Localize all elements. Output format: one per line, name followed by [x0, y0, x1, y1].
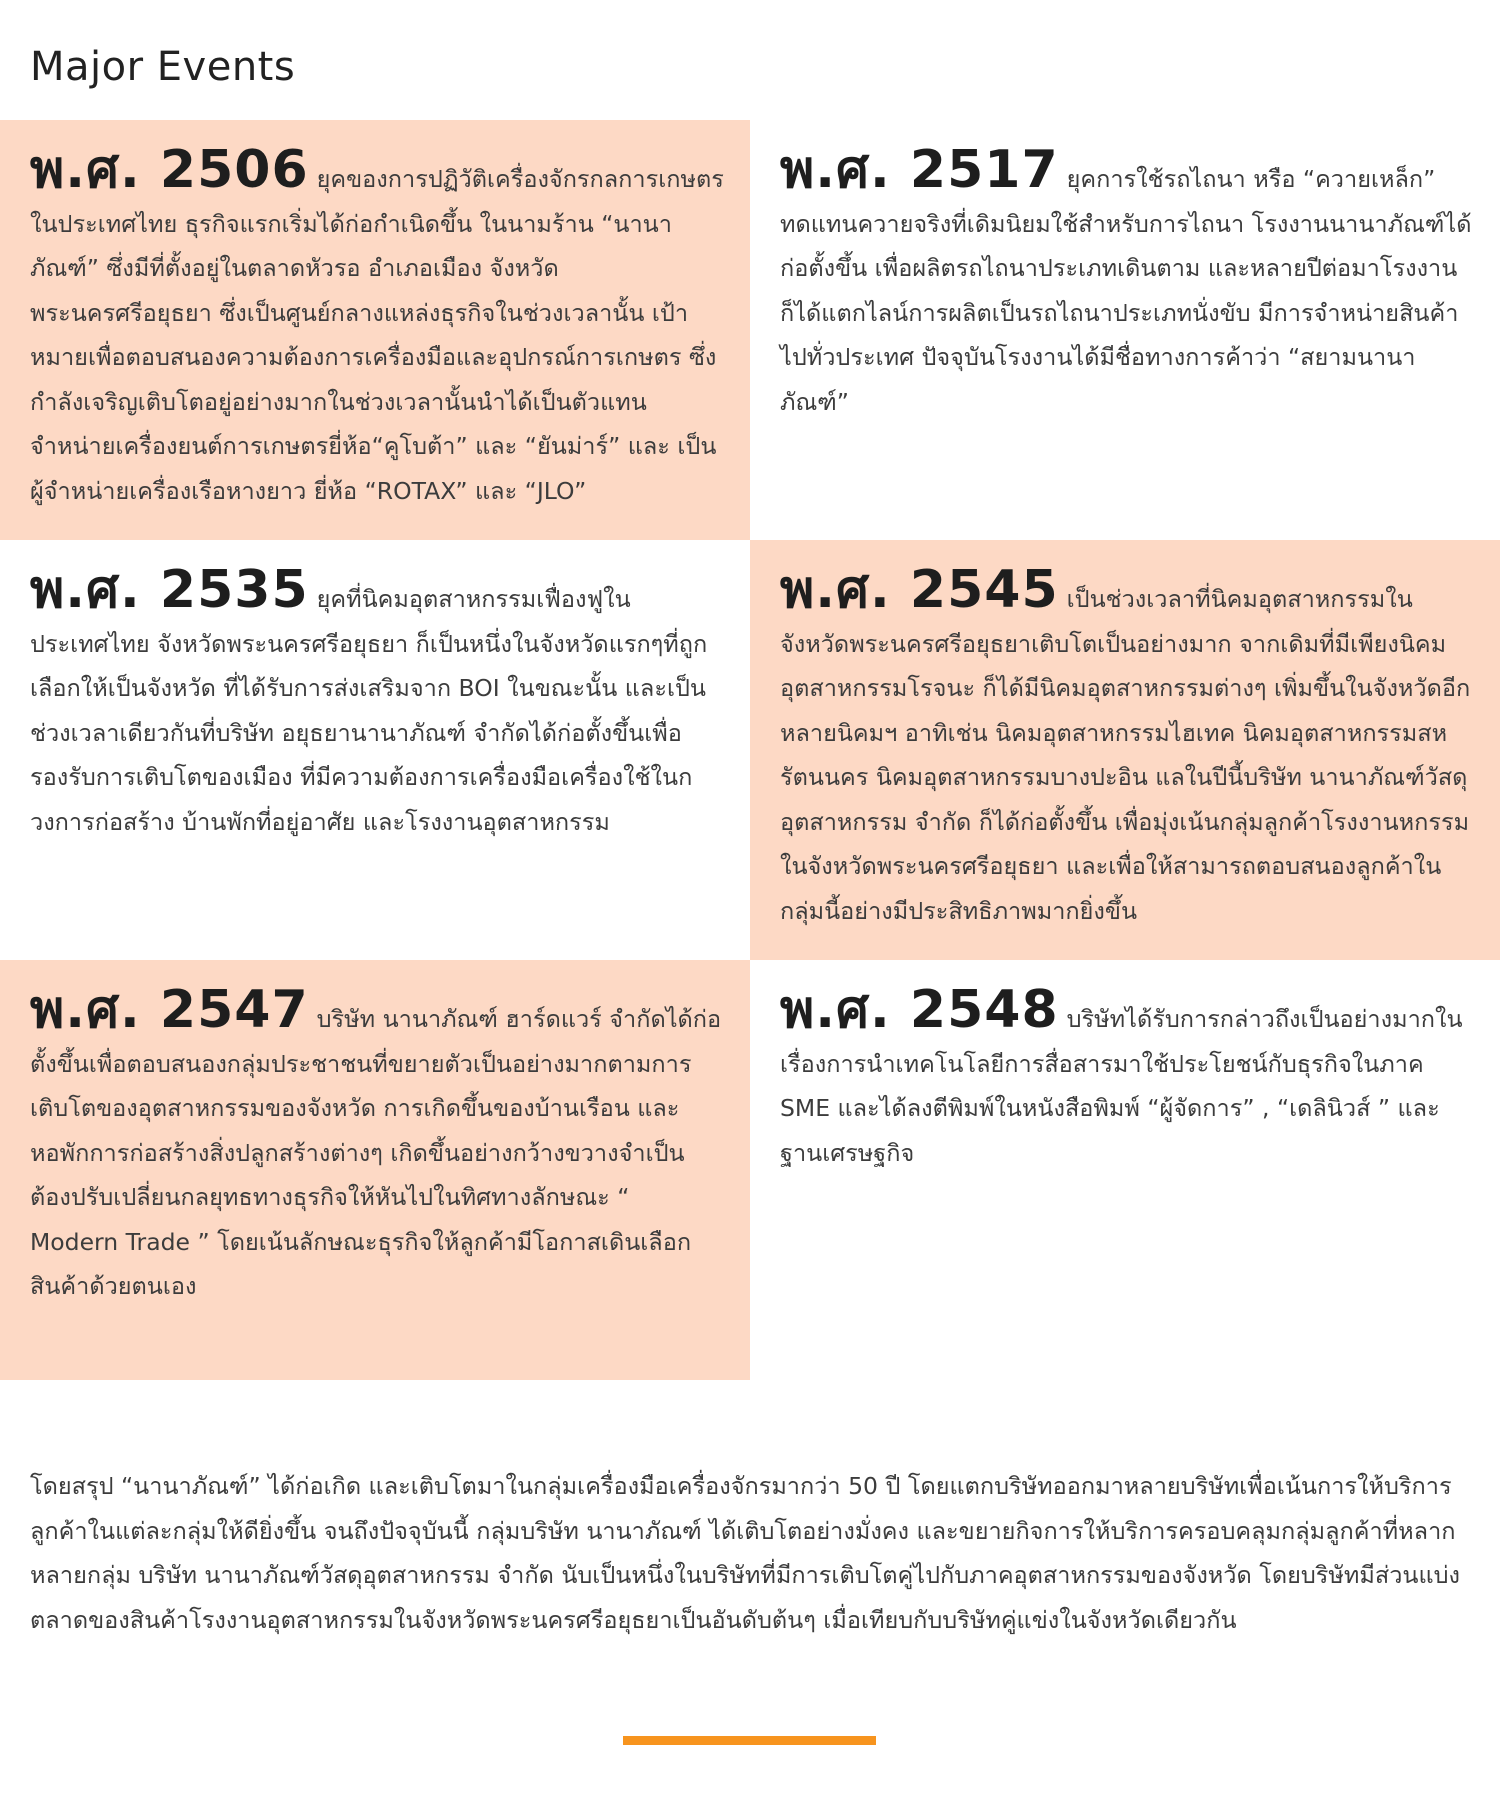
event-paragraph [30, 560, 724, 844]
event-text: บริษัท นานาภัณฑ์ ฮาร์ดแวร์ จำกัดได้ก่อตั้งขึ้นเพื่อตอบสนองกลุ่มประชาชนที่ขยายตัวเป็นอย่างมากตามการเติบโตของอุตสาหกรรมของจังหวัด การเกิดขึ้นของบ้านเรือน และหอพักการก่อสร้างสิ่งปลูกสร้างต่างๆ เกิดขึ้นอย่างกว้างขวางจำเป็นต้องปรับเปลี่ยนกลยุทธทางธุรกิจให้หันไปในทิศทางลักษณะ “ Modern Trade ” โดยเน้นลักษณะธุรกิจให้ลูกค้ามีโอกาสเดินเลือกสินค้าด้วยตนเอง [30, 1005, 722, 1300]
event-card-2548 [750, 960, 1500, 1380]
event-card-2535 [0, 540, 750, 960]
events-row-1 [0, 120, 1500, 540]
event-paragraph [780, 140, 1474, 424]
event-text: ยุคการใช้รถไถนา หรือ “ควายเหล็ก” ทดแทนควายจริงที่เดิมนิยมใช้สำหรับการไถนา โรงงานนานาภัณฑ์ได้ก่อตั้งขึ้น เพื่อผลิตรถไถนาประเภทเดินตาม และหลายปีต่อมาโรงงานก็ได้แตกไลน์การผลิตเป็นรถไถนาประเภทนั่งขับ มีการจำหน่ายสินค้าไปทั่วประเทศ ปัจจุบันโรงงานได้มีชื่อทางการค้าว่า “สยามนานาภัณฑ์” [780, 165, 1472, 416]
event-paragraph [780, 560, 1474, 933]
event-card-2547 [0, 960, 750, 1380]
event-card-2545 [750, 540, 1500, 960]
event-text: บริษัทได้รับการกล่าวถึงเป็นอย่างมากในเรื่องการนำเทคโนโลยีการสื่อสารมาใช้ประโยชน์กับธุรกิจในภาค SME และได้ลงตีพิมพ์ในหนังสือพิมพ์ “ผู้จัดการ” , “เดลินิวส์ ” และฐานเศรษฐกิจ [780, 1005, 1463, 1167]
event-text: ยุคที่นิคมอุตสาหกรรมเฟื่องฟูในประเทศไทย จังหวัดพระนครศรีอยุธยา ก็เป็นหนึ่งในจังหวัดแรกๆที่ถูกเลือกให้เป็นจังหวัด ที่ได้รับการส่งเสริมจาก BOI ในขณะนั้น และเป็นช่วงเวลาเดียวกันที่บริษัท อยุธยานานาภัณฑ์ จำกัดได้ก่อตั้งขึ้นเพื่อรองรับการเติบโตของเมือง ที่มีความต้องการเครื่องมือเครื่องใช้ในกวงการก่อสร้าง บ้านพักที่อยู่อาศัย และโรงงานอุตสาหกรรม [30, 585, 708, 836]
events-row-2 [0, 540, 1500, 960]
event-year: พ.ศ. 2506 [30, 140, 309, 200]
event-year: พ.ศ. 2547 [30, 980, 309, 1040]
event-text: ยุคของการปฏิวัติเครื่องจักรกลการเกษตรในประเทศไทย ธุรกิจแรกเริ่มได้ก่อกำเนิดขึ้น ในนามร้าน “นานาภัณฑ์” ซึ่งมีที่ตั้งอยู่ในตลาดหัวรอ อำเภอเมือง จังหวัดพระนครศรีอยุธยา ซึ่งเป็นศูนย์กลางแหล่งธุรกิจในช่วงเวลานั้น เป้าหมายเพื่อตอบสนองความต้องการเครื่องมือและอุปกรณ์การเกษตร ซึ่งกำลังเจริญเติบโตอยู่อย่างมากในช่วงเวลานั้นนำได้เป็นตัวแทนจำหน่ายเครื่องยนต์การเกษตรยี่ห้อ“คูโบต้า” และ “ยันม่าร์” และ เป็นผู้จำหน่ายเครื่องเรือหางยาว ยี่ห้อ “ROTAX” และ “JLO” [30, 165, 724, 505]
summary-paragraph: โดยสรุป “นานาภัณฑ์” ได้ก่อเกิด และเติบโตมาในกลุ่มเครื่องมือเครื่องจักรมากว่า 50 ปี โดยแตกบริษัทออกมาหลายบริษัทเพื่อเน้นการให้บริการลูกค้าในแต่ละกลุ่มให้ดียิ่งขึ้น จนถึงปัจจุบันนี้ กลุ่มบริษัท นานาภัณฑ์ ได้เติบโตอย่างมั่งคง และขยายกิจการให้บริการครอบคลุมกลุ่มลูกค้าที่หลากหลายกลุ่ม บริษัท นานาภัณฑ์วัสดุอุตสาหกรรม จำกัด นับเป็นหนึ่งในบริษัทที่มีการเติบโตคู่ไปกับภาคอุตสาหกรรมของจังหวัด โดยบริษัทมีส่วนแบ่งตลาดของสินค้าโรงงานอุตสาหกรรมในจังหวัดพระนครศรีอยุธยาเป็นอันดับต้นๆ เมื่อเทียบกับบริษัทคู่แข่งในจังหวัดเดียวกัน [30, 1472, 1461, 1634]
event-year: พ.ศ. 2545 [780, 560, 1059, 620]
accent-divider [623, 1736, 876, 1745]
event-year: พ.ศ. 2517 [780, 140, 1059, 200]
page-title: Major Events [30, 44, 296, 90]
event-card-2517 [750, 120, 1500, 540]
events-grid [0, 120, 1500, 1380]
event-year: พ.ศ. 2548 [780, 980, 1059, 1040]
event-year: พ.ศ. 2535 [30, 560, 309, 620]
event-paragraph [30, 980, 724, 1309]
event-text: เป็นช่วงเวลาที่นิคมอุตสาหกรรมในจังหวัดพระนครศรีอยุธยาเติบโตเป็นอย่างมาก จากเดิมที่มีเพียงนิคมอุตสาหกรรมโรจนะ ก็ได้มีนิคมอุตสาหกรรมต่างๆ เพิ่มขึ้นในจังหวัดอีกหลายนิคมฯ อาทิเช่น นิคมอุตสาหกรรมไฮเทค นิคมอุตสาหกรรมสหรัตนนคร นิคมอุตสาหกรรมบางปะอิน แลในปีนี้บริษัท นานาภัณฑ์วัสดุอุตสาหกรรม จำกัด ก็ได้ก่อตั้งขึ้น เพื่อมุ่งเน้นกลุ่มลูกค้าโรงงานหกรรมในจังหวัดพระนครศรีอยุธยา และเพื่อให้สามารถตอบสนองลูกค้าในกลุ่มนี้อย่างมีประสิทธิภาพมากยิ่งขึ้น [780, 585, 1471, 925]
event-paragraph [30, 140, 724, 513]
event-paragraph [780, 980, 1474, 1175]
events-row-3 [0, 960, 1500, 1380]
event-card-2506 [0, 120, 750, 540]
